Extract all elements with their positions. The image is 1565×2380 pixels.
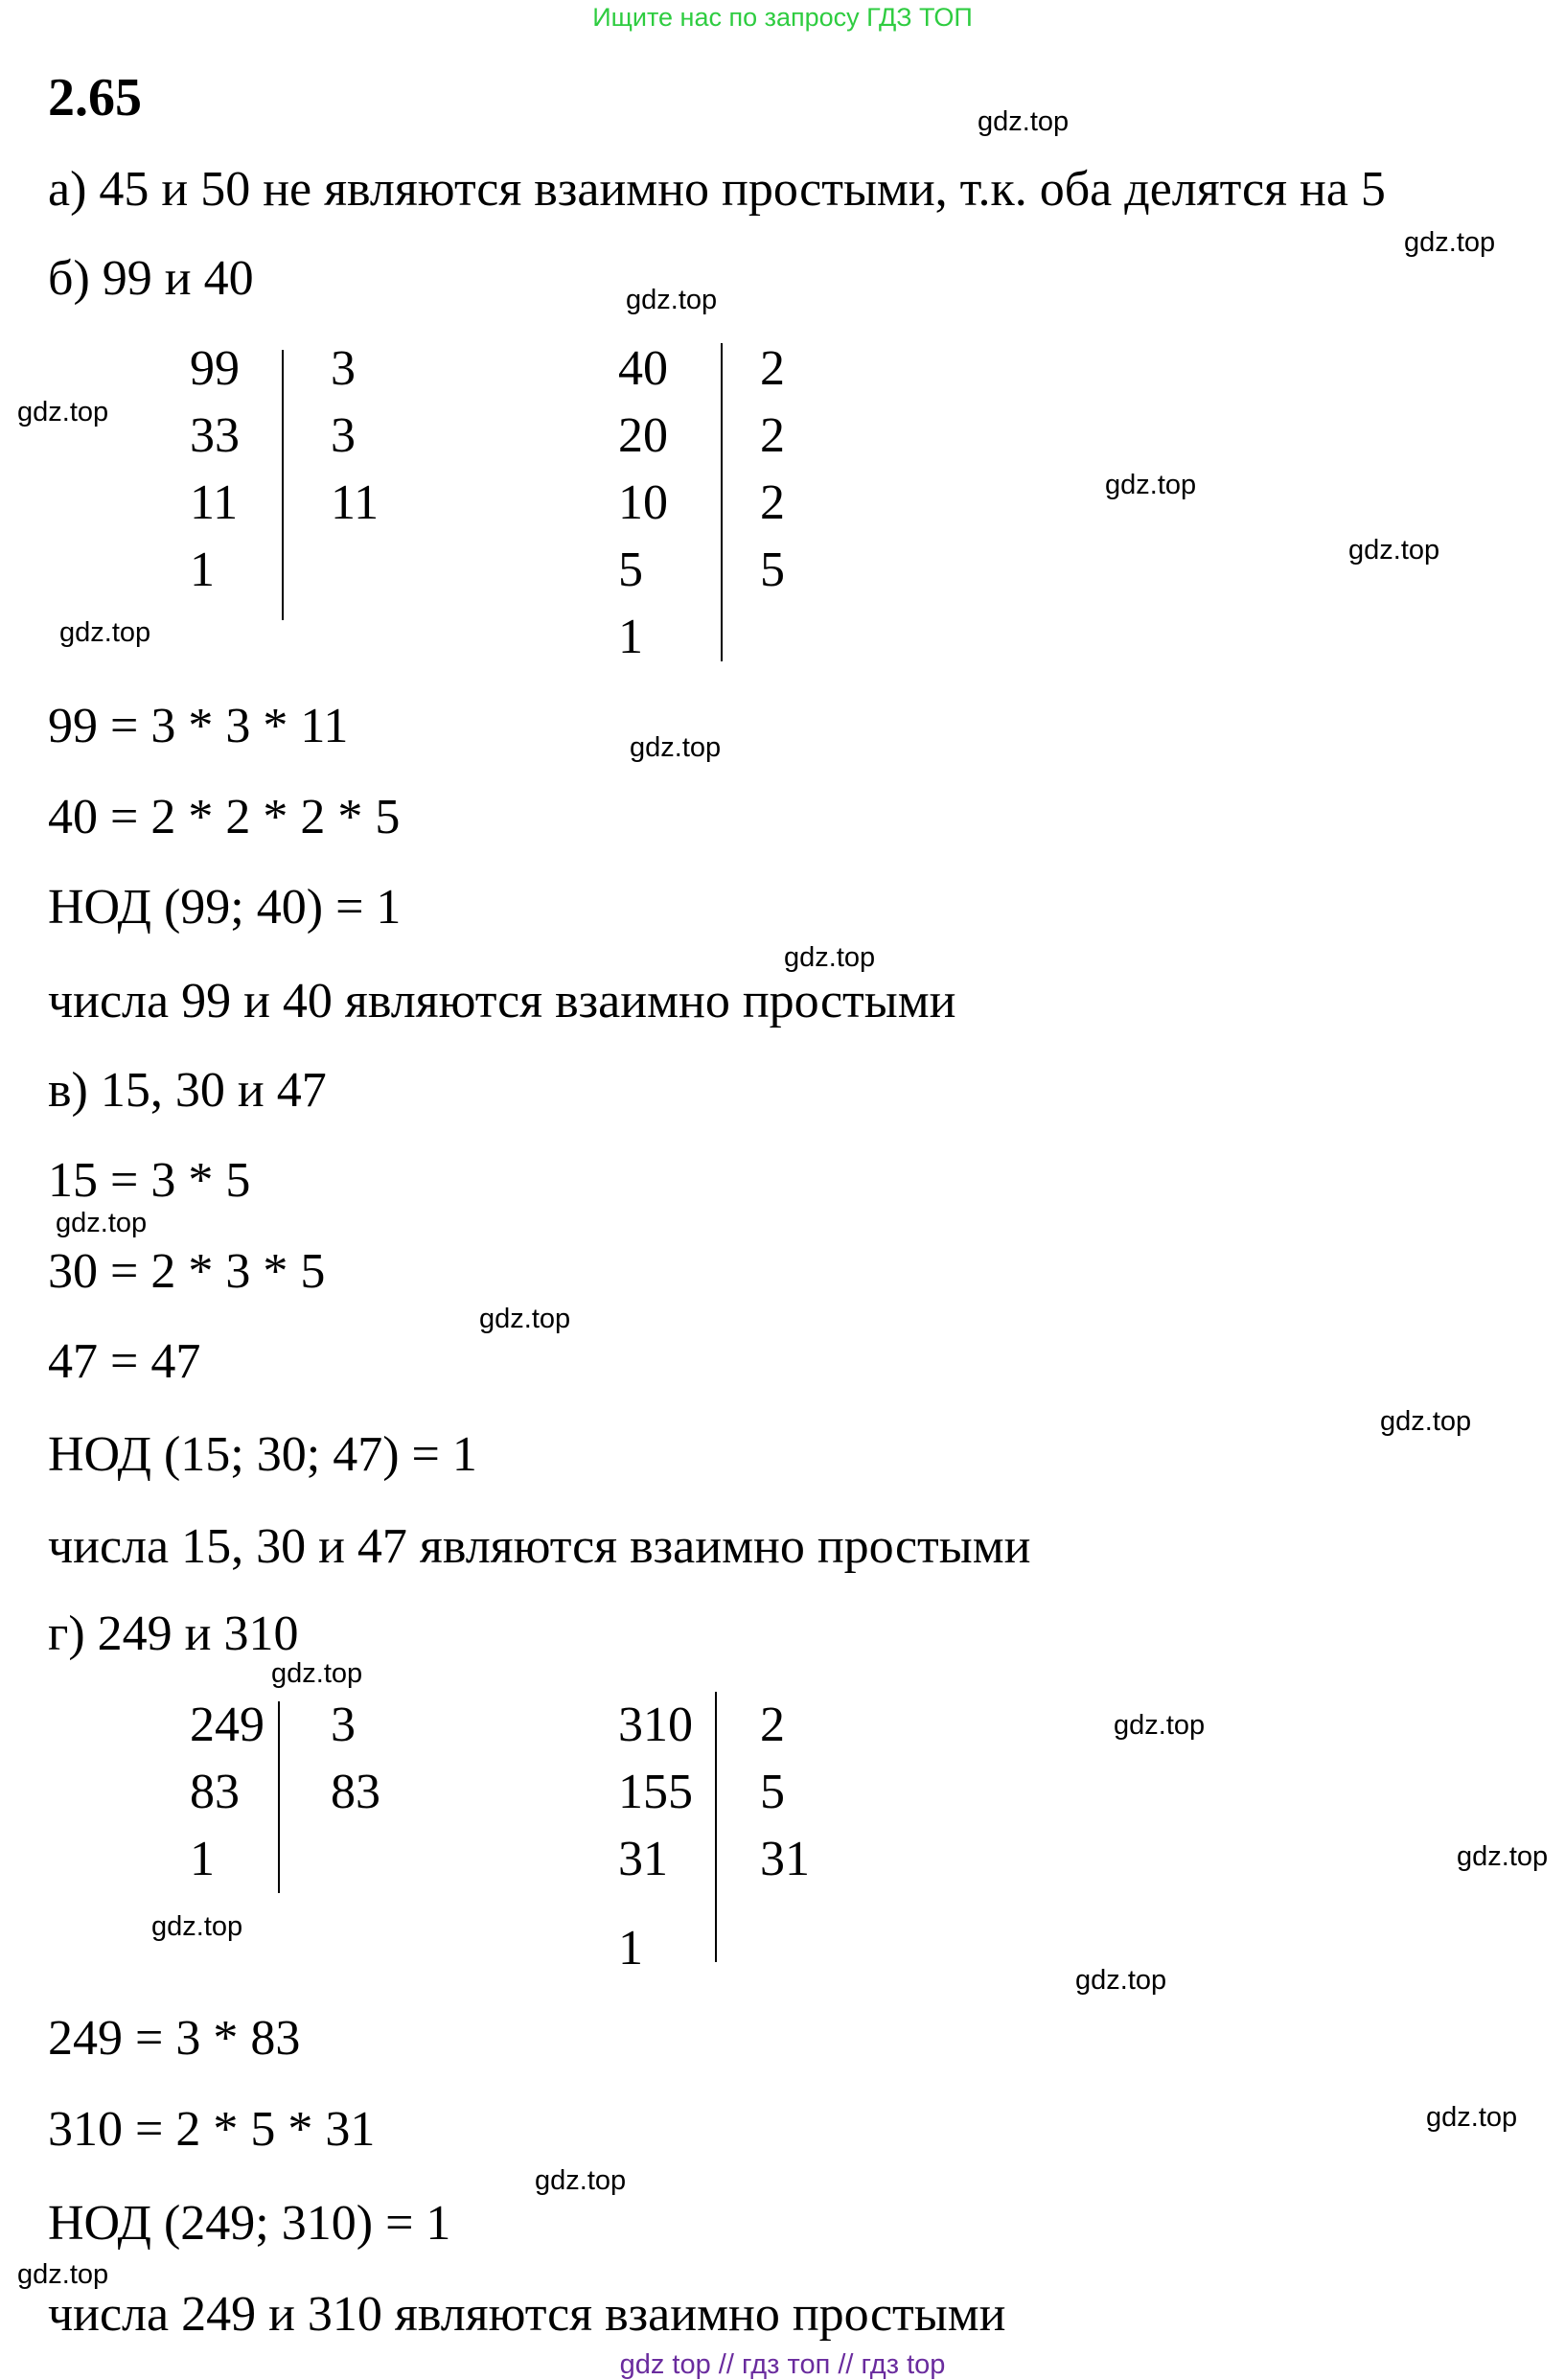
part-v-equation-2: 30 = 2 * 3 * 5	[48, 1244, 326, 1299]
dividend: 83	[190, 1765, 240, 1819]
divisor: 2	[760, 341, 785, 396]
watermark: gdz.top	[978, 106, 1070, 137]
divisor: 5	[760, 543, 785, 597]
divisor: 11	[331, 475, 380, 530]
watermark: gdz.top	[1380, 1406, 1472, 1437]
watermark: gdz.top	[626, 285, 718, 315]
dividend: 1	[618, 1921, 643, 1976]
dividend: 310	[618, 1698, 693, 1752]
top-banner: Ищите нас по запросу ГДЗ ТОП	[592, 3, 973, 32]
divisor: 5	[760, 1765, 785, 1819]
division-bar	[278, 1701, 280, 1893]
part-b-equation-1: 99 = 3 * 3 * 11	[48, 699, 349, 753]
part-a-text: а) 45 и 50 не являются взаимно простыми, т.к. оба делятся на 5	[48, 162, 1386, 217]
part-v-gcd: НОД (15; 30; 47) = 1	[48, 1427, 477, 1482]
watermark: gdz.top	[784, 942, 876, 973]
part-v-equation-1: 15 = 3 * 5	[48, 1153, 251, 1208]
part-v-heading: в) 15, 30 и 47	[48, 1063, 327, 1118]
watermark: gdz.top	[1404, 227, 1496, 258]
division-bar	[721, 343, 723, 661]
watermark: gdz.top	[479, 1304, 571, 1334]
division-bar	[715, 1692, 717, 1962]
divisor: 3	[331, 408, 356, 463]
watermark: gdz.top	[1114, 1710, 1206, 1741]
watermark: gdz.top	[17, 397, 109, 427]
part-g-equation-1: 249 = 3 * 83	[48, 2011, 301, 2066]
dividend: 11	[190, 475, 239, 530]
divisor: 31	[760, 1832, 810, 1886]
watermark: gdz.top	[151, 1911, 243, 1942]
footer-links: gdz top // гдз топ // гдз top	[619, 2349, 946, 2380]
part-b-heading: б) 99 и 40	[48, 251, 254, 306]
dividend: 1	[618, 610, 643, 664]
watermark: gdz.top	[1426, 2102, 1518, 2133]
dividend: 5	[618, 543, 643, 597]
divisor: 2	[760, 408, 785, 463]
part-g-gcd: НОД (249; 310) = 1	[48, 2196, 451, 2251]
dividend: 1	[190, 1832, 215, 1886]
part-v-equation-3: 47 = 47	[48, 1334, 201, 1389]
watermark: gdz.top	[17, 2259, 109, 2290]
watermark: gdz.top	[1457, 1841, 1549, 1872]
part-g-conclusion: числа 249 и 310 являются взаимно простыми	[48, 2287, 1006, 2342]
dividend: 20	[618, 408, 668, 463]
watermark: gdz.top	[1075, 1965, 1167, 1996]
dividend: 10	[618, 475, 668, 530]
watermark: gdz.top	[1105, 470, 1197, 500]
dividend: 33	[190, 408, 240, 463]
part-b-gcd: НОД (99; 40) = 1	[48, 880, 402, 935]
part-b-equation-2: 40 = 2 * 2 * 2 * 5	[48, 790, 401, 844]
watermark: gdz.top	[630, 732, 722, 763]
divisor: 2	[760, 475, 785, 530]
watermark: gdz.top	[1348, 535, 1440, 566]
dividend: 249	[190, 1698, 265, 1752]
problem-number: 2.65	[48, 68, 142, 127]
divisor: 2	[760, 1698, 785, 1752]
watermark: gdz.top	[271, 1658, 363, 1689]
part-b-conclusion: числа 99 и 40 являются взаимно простыми	[48, 974, 956, 1028]
watermark: gdz.top	[535, 2165, 627, 2196]
dividend: 40	[618, 341, 668, 396]
dividend: 155	[618, 1765, 693, 1819]
dividend: 1	[190, 543, 215, 597]
watermark: gdz.top	[59, 617, 151, 648]
part-g-heading: г) 249 и 310	[48, 1606, 299, 1661]
watermark: gdz.top	[56, 1208, 148, 1238]
part-v-conclusion: числа 15, 30 и 47 являются взаимно простыми	[48, 1519, 1031, 1574]
divisor: 3	[331, 341, 356, 396]
dividend: 99	[190, 341, 240, 396]
division-bar	[282, 350, 284, 620]
divisor: 83	[331, 1765, 380, 1819]
dividend: 31	[618, 1832, 668, 1886]
part-g-equation-2: 310 = 2 * 5 * 31	[48, 2102, 376, 2157]
divisor: 3	[331, 1698, 356, 1752]
